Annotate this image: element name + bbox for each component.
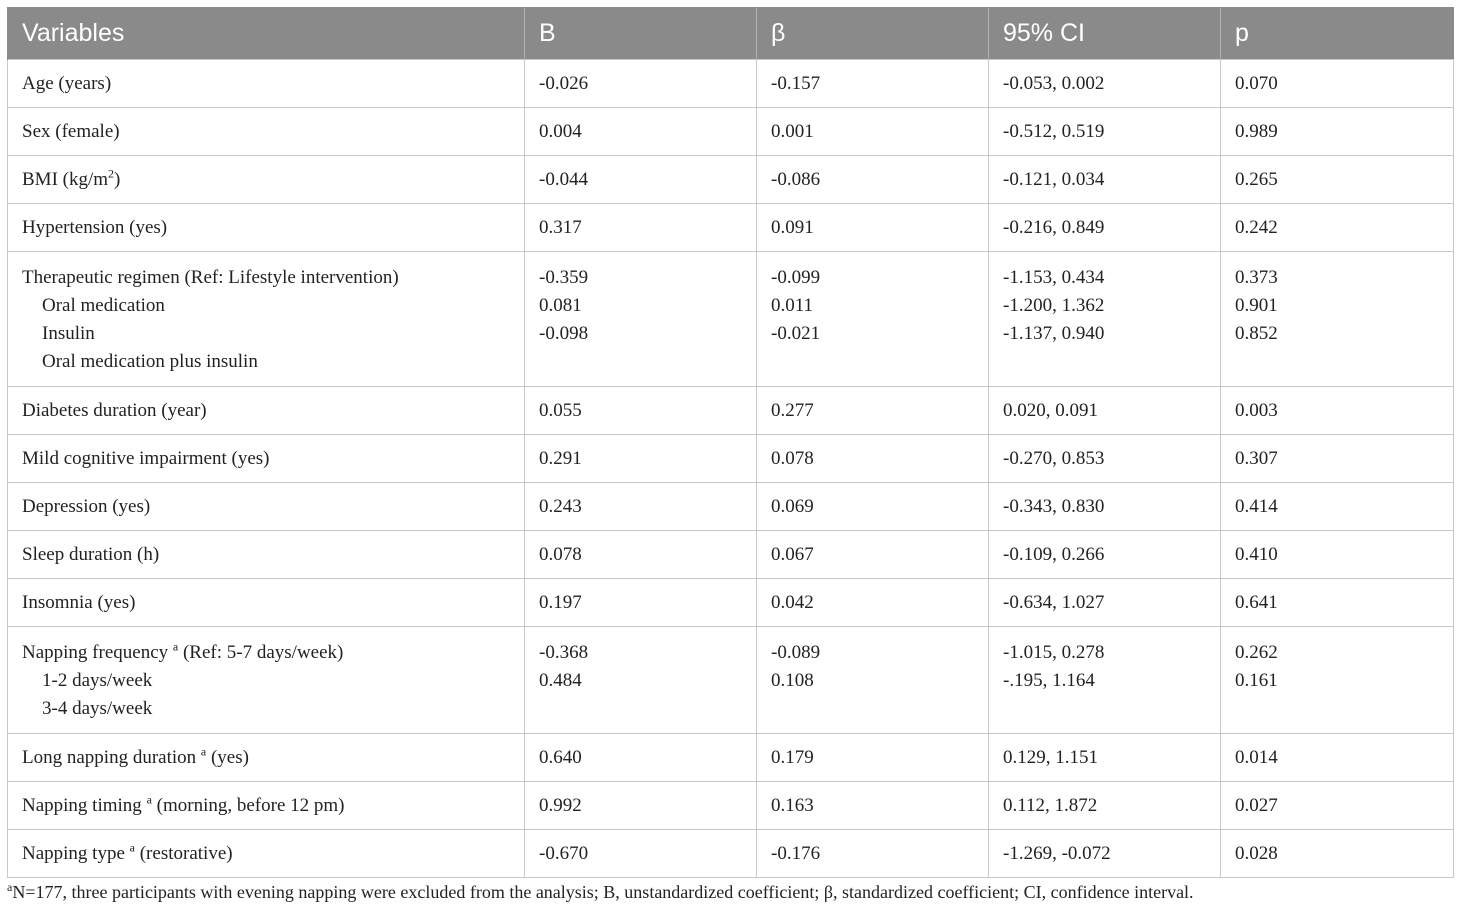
cell-p: 0.014 — [1221, 734, 1454, 782]
table-row — [8, 435, 1454, 483]
table-row — [8, 627, 1454, 734]
label-part: Napping frequency — [22, 642, 173, 663]
value: 0.081 — [539, 295, 582, 316]
cell-ci: -0.634, 1.027 — [989, 579, 1221, 627]
sub-label: Oral medication plus insulin — [42, 351, 258, 372]
cell-ci: -0.216, 0.849 — [989, 204, 1221, 252]
cell-beta: -0.176 — [757, 830, 989, 878]
value: -0.368 — [539, 642, 589, 663]
value: -0.099 — [771, 267, 821, 288]
label-text: BMI (kg/m — [22, 168, 109, 190]
superscript: 2 — [108, 166, 115, 181]
value: -1.015, 0.278 — [1003, 642, 1105, 663]
cell-beta: 0.078 — [757, 435, 989, 483]
cell-b: 0.291 — [525, 435, 757, 483]
table-row — [8, 204, 1454, 252]
cell-ci: -0.053, 0.002 — [989, 60, 1221, 108]
cell-p: 0.003 — [1221, 387, 1454, 435]
row-label: Mild cognitive impairment (yes) — [8, 435, 525, 483]
value: 0.901 — [1235, 295, 1278, 316]
header-beta: β — [757, 8, 989, 60]
cell-beta: 0.001 — [757, 108, 989, 156]
cell-b: 0.640 — [525, 734, 757, 782]
cell-b — [525, 627, 757, 734]
cell-beta — [757, 627, 989, 734]
value: -1.137, 0.940 — [1003, 323, 1105, 344]
cell-ci: -0.121, 0.034 — [989, 156, 1221, 204]
cell-b: 0.992 — [525, 782, 757, 830]
value: 0.373 — [1235, 267, 1278, 288]
value: -.195, 1.164 — [1003, 670, 1095, 691]
cell-p: 0.989 — [1221, 108, 1454, 156]
cell-ci: 0.112, 1.872 — [989, 782, 1221, 830]
value: 0.108 — [771, 670, 814, 691]
cell-ci: -0.270, 0.853 — [989, 435, 1221, 483]
cell-b: -0.026 — [525, 60, 757, 108]
cell-beta: 0.091 — [757, 204, 989, 252]
cell-ci: 0.020, 0.091 — [989, 387, 1221, 435]
cell-b: 0.055 — [525, 387, 757, 435]
table-row — [8, 734, 1454, 782]
label-text: Therapeutic regimen (Ref: Lifestyle intervention) — [22, 267, 399, 288]
sub-label: Oral medication — [42, 295, 165, 316]
cell-ci: -0.343, 0.830 — [989, 483, 1221, 531]
value: 0.852 — [1235, 323, 1278, 344]
row-label — [8, 252, 525, 387]
value: 0.161 — [1235, 670, 1278, 691]
cell-beta: -0.157 — [757, 60, 989, 108]
table-row — [8, 782, 1454, 830]
cell-ci — [989, 252, 1221, 387]
label-part: Napping timing — [22, 794, 147, 816]
cell-b — [525, 252, 757, 387]
label-text: ) — [114, 168, 121, 190]
cell-p: 0.641 — [1221, 579, 1454, 627]
cell-ci: -0.512, 0.519 — [989, 108, 1221, 156]
cell-p: 0.028 — [1221, 830, 1454, 878]
cell-p: 0.410 — [1221, 531, 1454, 579]
label-text — [22, 639, 524, 667]
cell-b: 0.243 — [525, 483, 757, 531]
cell-b: 0.078 — [525, 531, 757, 579]
cell-p — [1221, 627, 1454, 734]
regression-table-container — [7, 7, 1453, 878]
cell-p: 0.027 — [1221, 782, 1454, 830]
row-label: Age (years) — [8, 60, 525, 108]
cell-ci: -1.269, -0.072 — [989, 830, 1221, 878]
value: -0.098 — [539, 323, 589, 344]
superscript: a — [172, 639, 179, 654]
label-part: (morning, before 12 pm) — [151, 794, 345, 816]
cell-ci: -0.109, 0.266 — [989, 531, 1221, 579]
row-label: Hypertension (yes) — [8, 204, 525, 252]
table-row — [8, 156, 1454, 204]
cell-beta: 0.277 — [757, 387, 989, 435]
cell-beta: -0.086 — [757, 156, 989, 204]
superscript: a — [7, 880, 13, 894]
cell-p: 0.265 — [1221, 156, 1454, 204]
label-part: (restorative) — [134, 842, 233, 864]
cell-p — [1221, 252, 1454, 387]
header-variables: Variables — [8, 8, 525, 60]
label-part: Long napping duration — [22, 746, 201, 768]
label-part: Napping type — [22, 842, 130, 864]
label-part: (Ref: 5-7 days/week) — [178, 642, 344, 663]
table-footnote — [7, 882, 1194, 903]
row-label — [8, 156, 525, 204]
row-label: Sleep duration (h) — [8, 531, 525, 579]
cell-p: 0.414 — [1221, 483, 1454, 531]
cell-b: 0.197 — [525, 579, 757, 627]
footnote-text: N=177, three participants with evening napping were excluded from the analysis; B, unstandardized coefficient; β, standardized coefficient; CI, confidence interval. — [12, 882, 1194, 902]
row-label — [8, 830, 525, 878]
cell-b: -0.670 — [525, 830, 757, 878]
cell-beta: 0.042 — [757, 579, 989, 627]
table-row — [8, 108, 1454, 156]
row-label: Diabetes duration (year) — [8, 387, 525, 435]
row-label: Depression (yes) — [8, 483, 525, 531]
value: 0.262 — [1235, 642, 1278, 663]
label-part: (yes) — [206, 746, 249, 768]
cell-p: 0.070 — [1221, 60, 1454, 108]
header-b: B — [525, 8, 757, 60]
value: 0.011 — [771, 295, 814, 316]
superscript: a — [146, 792, 152, 807]
cell-p: 0.242 — [1221, 204, 1454, 252]
cell-beta: 0.163 — [757, 782, 989, 830]
cell-beta: 0.069 — [757, 483, 989, 531]
table-row — [8, 60, 1454, 108]
superscript: a — [200, 744, 207, 759]
table-row — [8, 579, 1454, 627]
table-row — [8, 387, 1454, 435]
cell-b: 0.317 — [525, 204, 757, 252]
table-row — [8, 830, 1454, 878]
row-label — [8, 734, 525, 782]
cell-ci — [989, 627, 1221, 734]
row-label: Sex (female) — [8, 108, 525, 156]
sub-label: 1-2 days/week — [42, 670, 153, 691]
row-label — [8, 627, 525, 734]
cell-b: -0.044 — [525, 156, 757, 204]
cell-beta — [757, 252, 989, 387]
table-row — [8, 483, 1454, 531]
row-label — [8, 782, 525, 830]
table-row — [8, 252, 1454, 387]
regression-table — [7, 7, 1454, 878]
cell-p: 0.307 — [1221, 435, 1454, 483]
header-p: p — [1221, 8, 1454, 60]
table-row — [8, 531, 1454, 579]
cell-beta: 0.067 — [757, 531, 989, 579]
value: -1.153, 0.434 — [1003, 267, 1105, 288]
row-label: Insomnia (yes) — [8, 579, 525, 627]
cell-ci: 0.129, 1.151 — [989, 734, 1221, 782]
value: -0.359 — [539, 267, 589, 288]
value: -0.021 — [771, 323, 821, 344]
superscript: a — [129, 840, 135, 855]
cell-beta: 0.179 — [757, 734, 989, 782]
value: -1.200, 1.362 — [1003, 295, 1105, 316]
sub-label: Insulin — [42, 323, 95, 344]
header-ci: 95% CI — [989, 8, 1221, 60]
table-header-row — [8, 8, 1454, 60]
value: 0.484 — [539, 670, 582, 691]
value: -0.089 — [771, 642, 821, 663]
sub-label: 3-4 days/week — [42, 698, 153, 719]
cell-b: 0.004 — [525, 108, 757, 156]
